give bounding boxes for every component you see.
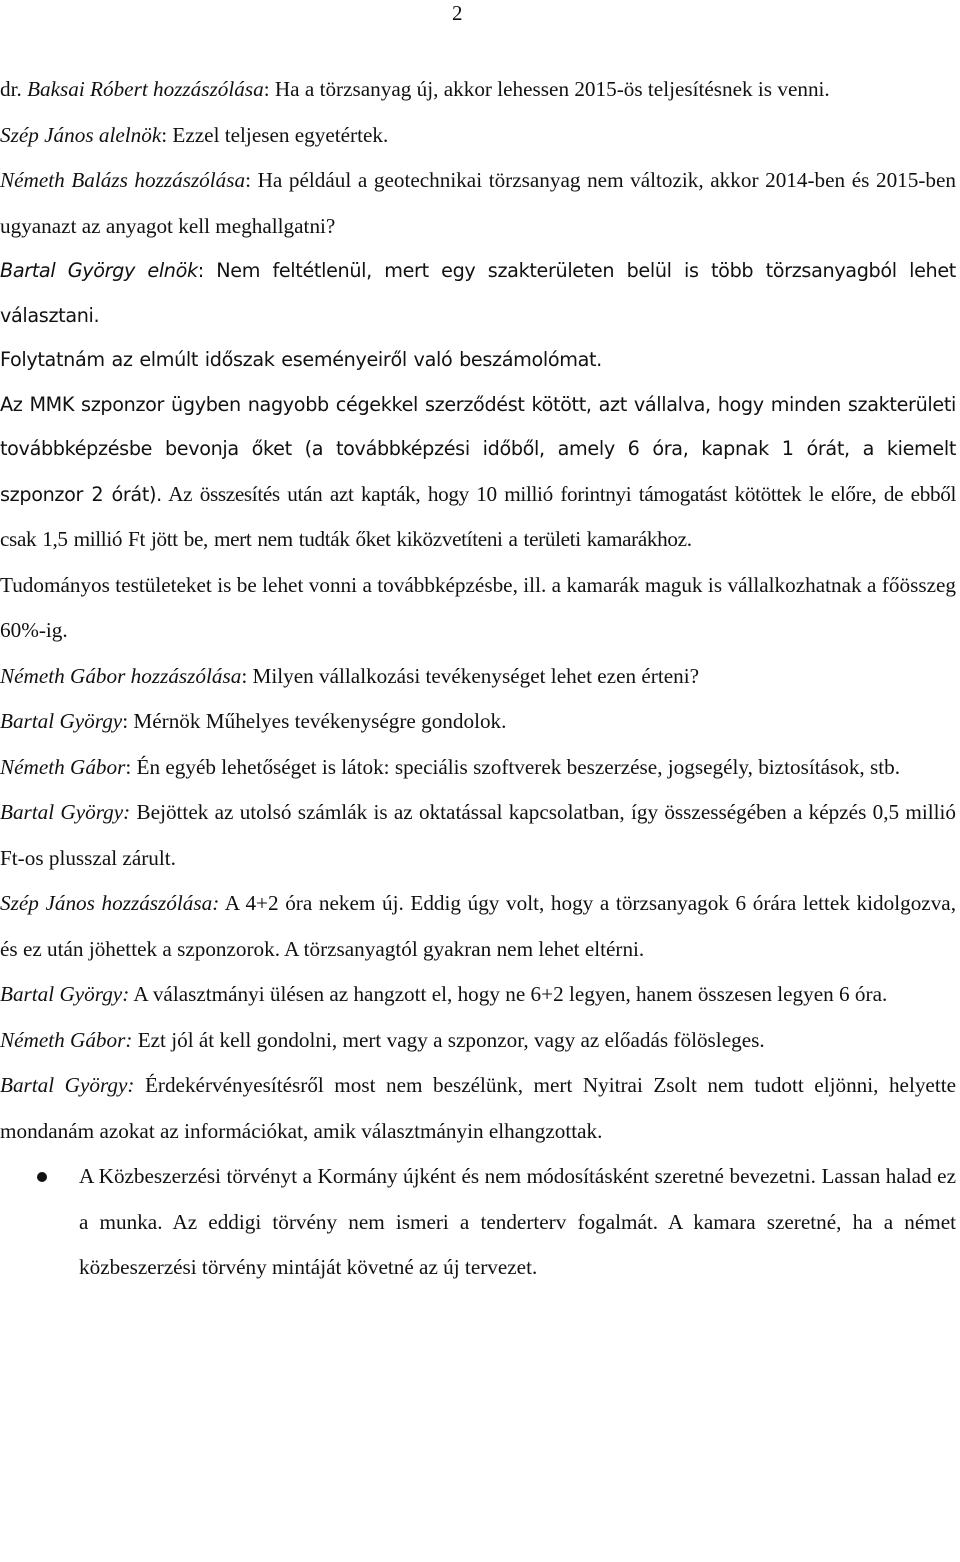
speaker-name: Bartal György xyxy=(0,709,123,733)
speaker-separator: : xyxy=(263,77,275,101)
paragraph-text: Tudományos testületeket is be lehet vonni a továbbképzésbe, ill. a kamarák maguk is vállalkozhatnak a főösszeg 60%-ig. xyxy=(0,572,956,642)
speaker-name: Bartal György: xyxy=(0,800,131,824)
paragraph-nemeth-gabor-3 xyxy=(0,1018,956,1064)
paragraph-bartal-5 xyxy=(0,1063,956,1154)
paragraph-nemeth-balazs xyxy=(0,158,956,249)
paragraph-nemeth-gabor-2 xyxy=(0,745,956,791)
paragraph-nemeth-gabor-1 xyxy=(0,654,956,700)
paragraph-text: Nem feltétlenül, mert egy szakterületen belül is több törzsanyagból lehet választani. xyxy=(0,259,956,327)
paragraph-text: Bejöttek az utolsó számlák is az oktatással kapcsolatban, így összességében a képzés 0,5 millió Ft-os plusszal zárult. xyxy=(0,800,956,870)
speaker-name: Bartal György elnök xyxy=(0,259,198,282)
page-number: 2 xyxy=(452,1,463,25)
document-body xyxy=(0,67,956,1291)
speaker-name: Szép János hozzászólása: xyxy=(0,891,220,915)
speaker-name: Bartal György: xyxy=(0,1073,135,1097)
paragraph-szep-1 xyxy=(0,113,956,159)
paragraph-szep-2 xyxy=(0,881,956,972)
bullet-icon xyxy=(37,1172,47,1182)
paragraph-text: Ha például a geotechnikai törzsanyag nem változik, akkor 2014-ben és 2015-ben ugyanazt az anyagot kell meghallgatni? xyxy=(0,168,957,238)
paragraph-bartal-4 xyxy=(0,972,956,1018)
paragraph-text: Ezzel teljesen egyetértek. xyxy=(172,122,389,147)
paragraph-text: Mérnök Műhelyes tevékenységre gondolok. xyxy=(133,709,507,733)
paragraph-text: Ha a törzsanyag új, akkor lehessen 2015-ös teljesítésnek is venni. xyxy=(274,77,830,101)
speaker-name: Baksai Róbert hozzászólása xyxy=(27,77,264,101)
speaker-name: Bartal György: xyxy=(0,982,130,1006)
paragraph-text: Folytatnám az elmúlt időszak eseményeiről való beszámolómat. xyxy=(0,348,602,371)
speaker-name: Németh Balázs hozzászólása xyxy=(0,168,246,192)
paragraph-text-sans: Az MMK szponzor ügyben nagyobb cégekkel szerződést kötött, azt vállalva, hogy minden szakterületi továbbképzésbe bevonja őket (a továbbképzési időből, amely 6 óra, kapnak 1 órát, a kiemelt szponzor 2 órát). xyxy=(0,392,956,506)
speaker-separator: : xyxy=(122,709,134,733)
speaker-name: Németh Gábor hozzászólása xyxy=(0,663,242,688)
speaker-name: Németh Gábor xyxy=(0,754,126,779)
bullet-item xyxy=(79,1154,956,1291)
paragraph-text: Én egyéb lehetőséget is látok: speciális szoftverek beszerzése, jogsegély, biztosítások, stb. xyxy=(136,754,901,779)
paragraph-baksai xyxy=(0,67,956,113)
speaker-name: Németh Gábor: xyxy=(0,1027,133,1052)
bullet-list xyxy=(0,1154,956,1291)
speaker-separator: : xyxy=(241,663,253,688)
paragraph-bartal-2 xyxy=(0,699,956,745)
paragraph-bartal-1 xyxy=(0,249,956,338)
paragraph-text: A 4+2 óra nekem új. Eddig úgy volt, hogy a törzsanyagok 6 órára lettek kidolgozva, és ez után jöhettek a szponzorok. A törzsanyagtól gyakran nem lehet eltérni. xyxy=(0,891,956,961)
speaker-separator: : xyxy=(197,259,217,282)
paragraph-text: Ezt jól át kell gondolni, mert vagy a szponzor, vagy az előadás fölösleges. xyxy=(137,1027,765,1052)
speaker-separator: : xyxy=(161,122,173,147)
paragraph-text: A választmányi ülésen az hangzott el, hogy ne 6+2 legyen, hanem összesen legyen 6 óra. xyxy=(133,982,888,1006)
speaker-separator xyxy=(134,1073,145,1097)
speaker-prefix: dr. xyxy=(0,77,28,101)
speaker-name: Szép János alelnök xyxy=(0,122,162,147)
paragraph-mmk-szponzor xyxy=(0,383,956,563)
speaker-separator: : xyxy=(245,168,258,192)
paragraph-bartal-3 xyxy=(0,790,956,881)
bullet-text: A Közbeszerzési törvényt a Kormány újként és nem módosításként szeretné bevezetni. Lassan halad ez a munka. Az eddigi törvény nem ismeri a tenderterv fogalmát. A kamara szeretné, ha a német közbeszerzési törvény mintáját követné az új tervezet. xyxy=(79,1164,956,1279)
paragraph-text: Érdekérvényesítésről most nem beszélünk, mert Nyitrai Zsolt nem tudott eljönni, helyette mondanám azokat az információkat, amik választmányin elhangzottak. xyxy=(0,1073,956,1143)
paragraph-folytatnam xyxy=(0,338,956,383)
paragraph-text: Milyen vállalkozási tevékenységet lehet ezen érteni? xyxy=(252,663,700,688)
speaker-separator: : xyxy=(125,754,137,779)
paragraph-text-serif: Az összesítés után azt kapták, hogy 10 millió forintnyi támogatást kötöttek le előre, de ebből csak 1,5 millió Ft jött be, mert nem tudták őket kiközvetíteni a területi kamarákhoz. xyxy=(0,481,956,551)
paragraph-tudomanyos xyxy=(0,563,956,654)
